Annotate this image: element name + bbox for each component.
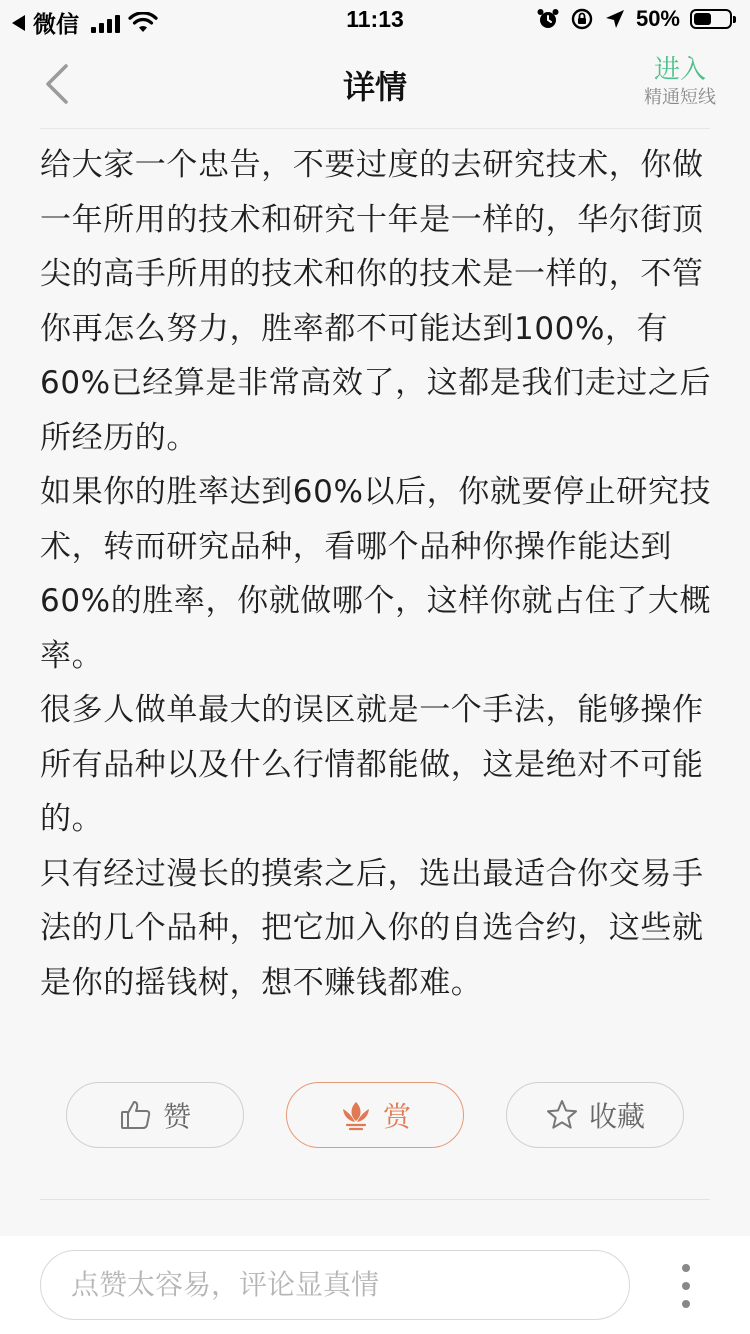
battery-level bbox=[694, 13, 711, 25]
enter-column-button[interactable] bbox=[644, 54, 716, 110]
article-paragraph-4: 只有经过漫长的摸索之后，选出最适合你交易手法的几个品种，把它加入你的自选合约，这些就是你的摇钱树，想不赚钱都难。 bbox=[40, 855, 704, 1001]
lotus-reward-icon bbox=[339, 1098, 373, 1132]
nav-divider bbox=[40, 128, 710, 129]
reward-button[interactable] bbox=[286, 1082, 464, 1148]
status-right bbox=[536, 6, 732, 32]
back-to-app-label[interactable]: 微信 bbox=[33, 12, 79, 38]
reward-label: 赏 bbox=[382, 1100, 411, 1133]
nav-bar bbox=[0, 40, 750, 128]
article-paragraph-1: 给大家一个忠告，不要过度的去研究技术，你做一年所用的技术和研究十年是一样的，华尔街顶尖的高手所用的技术和你的技术是一样的，不管你再怎么努力，胜率都不可能达到100%，有 60%已经算是非常高效了，这都是我们走过之后所经历的。 bbox=[40, 147, 712, 456]
like-button[interactable] bbox=[66, 1082, 244, 1148]
star-icon bbox=[545, 1098, 579, 1132]
location-icon bbox=[604, 8, 626, 30]
page-title: 详情 bbox=[342, 68, 407, 106]
article-body bbox=[40, 138, 712, 1010]
content-divider bbox=[40, 1199, 710, 1200]
status-bar bbox=[0, 0, 750, 40]
alarm-icon bbox=[536, 7, 560, 31]
battery-icon bbox=[690, 9, 732, 29]
action-row bbox=[0, 1082, 750, 1150]
favorite-button[interactable] bbox=[506, 1082, 684, 1148]
comment-bar bbox=[0, 1236, 750, 1334]
enter-label[interactable]: 进入 bbox=[653, 55, 706, 85]
article-paragraph-2: 如果你的胜率达到60%以后，你就要停止研究技术，转而研究品种，看哪个品种你操作能达到60%的胜率，你就做哪个，这样你就占住了大概率。 bbox=[40, 474, 712, 674]
more-options-icon[interactable] bbox=[680, 1264, 692, 1308]
favorite-label: 收藏 bbox=[588, 1100, 645, 1133]
thumbs-up-icon bbox=[119, 1098, 153, 1132]
status-time: 11:13 bbox=[346, 6, 404, 32]
column-name[interactable]: 精通短线 bbox=[644, 87, 716, 108]
rotation-lock-icon bbox=[570, 7, 594, 31]
like-label: 赞 bbox=[162, 1100, 191, 1133]
comment-input[interactable]: 点赞太容易，评论显真情 bbox=[40, 1250, 630, 1320]
battery-percent: 50% bbox=[635, 6, 680, 31]
article-paragraph-3: 很多人做单最大的误区就是一个手法，能够操作所有品种以及什么行情都能做，这是绝对不可能的。 bbox=[40, 692, 704, 837]
